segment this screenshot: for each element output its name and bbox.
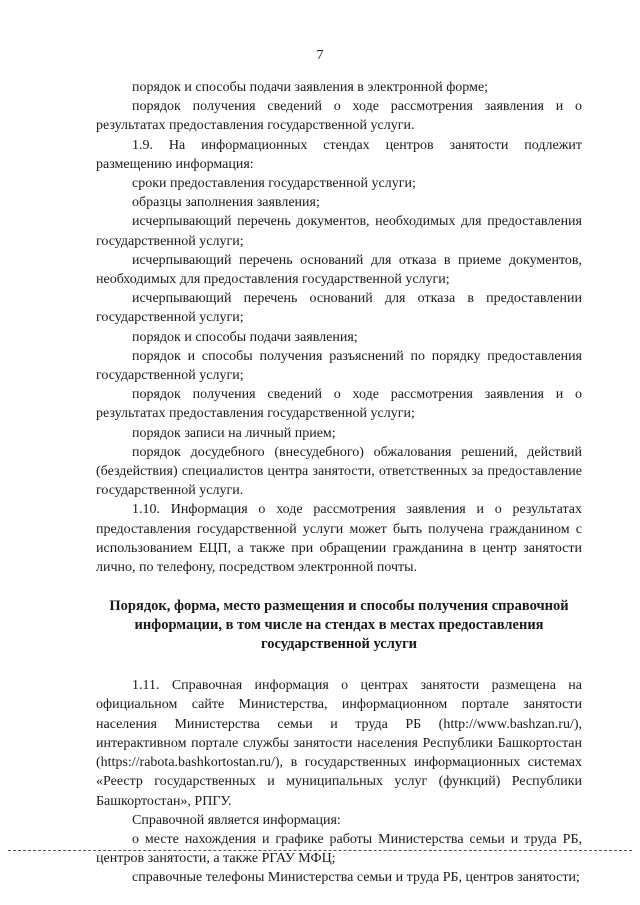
paragraph: порядок получения сведений о ходе рассмотрения заявления и о результатах предоставления государственной услуги.: [96, 99, 582, 134]
paragraph: порядок и способы подачи заявления;: [132, 329, 358, 345]
paragraph: Справочной является информация:: [132, 812, 341, 828]
paragraph: сроки предоставления государственной услуги;: [132, 176, 416, 192]
page-number: 7: [316, 48, 324, 63]
heading-line: государственной услуги: [260, 636, 418, 653]
heading-line: Порядок, форма, место размещения и способы получения справочной: [109, 598, 569, 615]
paragraph: 1.10. Информация о ходе рассмотрения заявления и о результатах предоставления государственной услуги может быть получена гражданином с использованием ЕЦП, а также при обращении гражданина в центр занятости лично, по телефону, посредством электронной почты.: [96, 502, 582, 576]
heading-line: информации, в том числе на стендах в местах предоставления: [134, 617, 544, 634]
paragraph: порядок досудебного (внесудебного) обжалования решений, действий (бездействия) специалистов центра занятости, ответственных за предоставление государственной услуги.: [96, 444, 582, 499]
paragraph: о месте нахождения и графике работы Министерства семьи и труда РБ, центров занятости, а также РГАУ МФЦ;: [96, 831, 582, 867]
paragraph: 1.9. На информационных стендах центров занятости подлежит размещению информация:: [96, 137, 582, 172]
paragraph: справочные телефоны Министерства семьи и труда РБ, центров занятости;: [132, 870, 580, 886]
paragraph: исчерпывающий перечень оснований для отказа в приеме документов, необходимых для предоставления государственной услуги;: [96, 252, 582, 288]
document-body: [96, 78, 582, 888]
footer-divider: [8, 850, 632, 851]
paragraph: образцы заполнения заявления;: [132, 195, 320, 211]
paragraph: порядок и способы подачи заявления в электронной форме;: [132, 80, 489, 95]
paragraph: исчерпывающий перечень документов, необходимых для предоставления государственной услуги;: [96, 214, 582, 249]
paragraph: исчерпывающий перечень оснований для отказа в предоставлении государственной услуги;: [96, 291, 582, 326]
paragraph: порядок записи на личный прием;: [132, 425, 336, 441]
paragraph: порядок получения сведений о ходе рассмотрения заявления и о результатах предоставления государственной услуги;: [96, 387, 582, 422]
paragraph: 1.11. Справочная информация о центрах занятости размещена на официальном сайте Министерства, информационном портале занятости населения Министерства семьи и труда РБ (http://www.bashzan.ru/), интерактивном портале службы занятости населения Республики Башкортостан (https://rabota.bashkortostan.ru/), в государственных информационных системах «Реестр государственных и муниципальных услуг (функций) Республики Башкортостан», РПГУ.: [96, 678, 582, 809]
paragraph: порядок и способы получения разъяснений по порядку предоставления государственной услуги;: [96, 348, 582, 384]
section-heading: [96, 597, 582, 654]
